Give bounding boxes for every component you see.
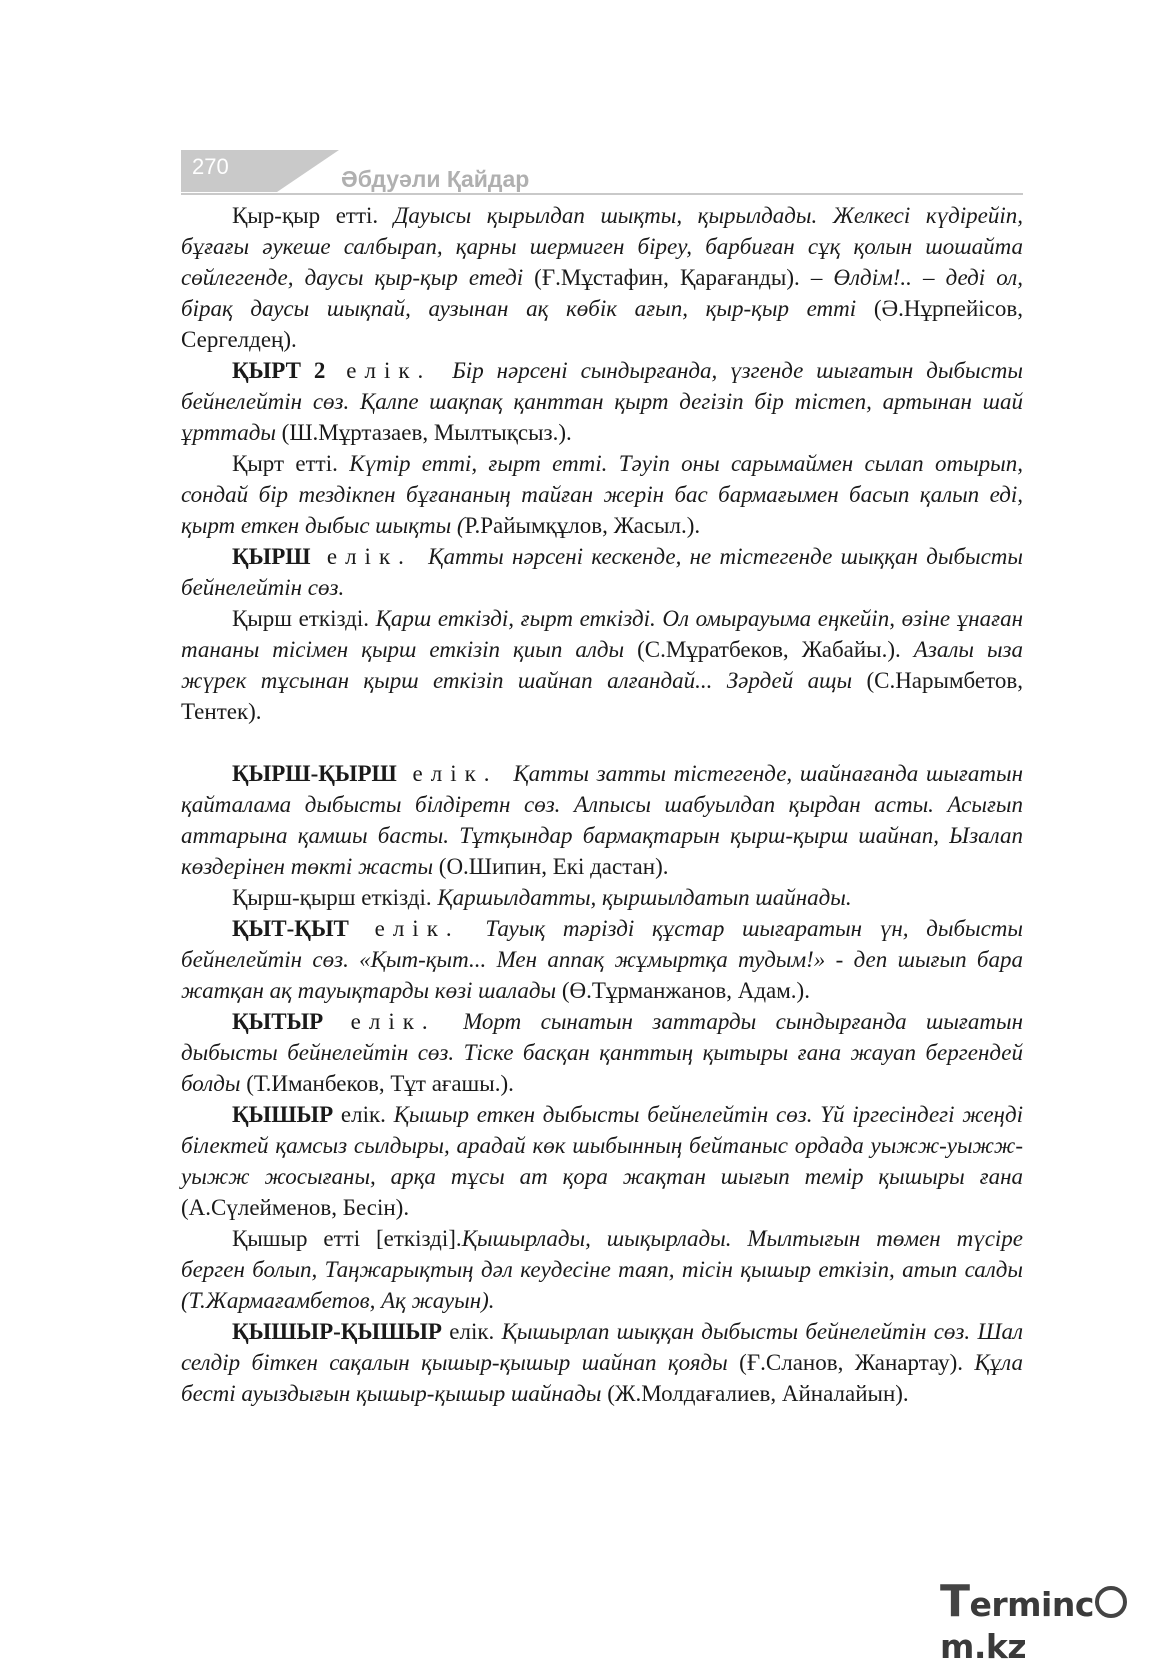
headword: ҚЫРШ (232, 544, 311, 569)
dictionary-entry (181, 1223, 1023, 1316)
dictionary-entry (181, 1099, 1023, 1223)
headword: ҚЫРТ 2 (232, 358, 326, 383)
text-run: (Т.Иманбеков, Тұт ағашы.). (240, 1071, 514, 1096)
dictionary-entry (181, 1006, 1023, 1099)
definition-italic: Тауық тәрізді құстар шығаратын үн, дыбысты бейнелейтін сөз. «Қыт-қыт... Мен аппақ жұмыртқа тудым!» - деп шығып бара жатқан ақ тауықтарды көзі шалады (181, 916, 1023, 1003)
headword: ҚЫРШ-ҚЫРШ (232, 761, 397, 786)
part-of-speech: елік. (310, 544, 429, 569)
text-run: (Ә.Нұрпейісов, Сергелдең). (181, 296, 1023, 352)
definition-italic: Өлдім!.. – деді ол, бірақ даусы шықпай, аузынан ақ көбік ағып, қыр-қыр етті (181, 265, 1023, 321)
headword: ҚЫШЫР (232, 1102, 334, 1127)
header-wedge-decoration (277, 150, 339, 192)
headword: ҚЫТЫР (232, 1009, 324, 1034)
dictionary-entry (181, 913, 1023, 1006)
text-run: Қырш-қырш еткізді. (232, 885, 438, 910)
paragraph-gap (181, 727, 1023, 758)
dictionary-entry (181, 758, 1023, 882)
text-run: (Ғ.Сланов, Жанартау). (727, 1350, 975, 1375)
definition-italic: Қышырлап шыққан дыбысты бейнелейтін сөз. Шал селдір біткен сақалын қышыр-қышыр шайнап қояды (181, 1319, 1023, 1375)
dictionary-body (181, 200, 1023, 1409)
definition-italic: Құла бесті ауыздығын қышыр-қышыр шайнады (181, 1350, 1023, 1406)
dictionary-entry (181, 882, 1023, 913)
text-run: Р.Райымқұлов, Жасыл.). (464, 513, 701, 538)
text-run: (С.Мұратбеков, Жабайы.). (624, 637, 914, 662)
dictionary-entry (181, 355, 1023, 448)
definition-italic: Морт сынатын заттарды сындырғанда шығатын дыбысты бейнелейтін сөз. Тіске басқан қанттың қытыры ғана жауап бергендей болды (181, 1009, 1023, 1096)
definition-italic: Қаршылдатты, қыршылдатып шайнады. (437, 885, 852, 910)
text-run: (Ө.Тұрманжанов, Адам.). (556, 978, 810, 1003)
page-number-box (181, 150, 277, 192)
page-number: 270 (192, 154, 229, 179)
text-run: елік. (441, 1319, 502, 1344)
text-run: (С.Нарымбетов, Тентек). (181, 668, 1023, 724)
dictionary-entry (181, 1316, 1023, 1409)
part-of-speech: елік. (348, 916, 486, 941)
part-of-speech: елік. (325, 358, 453, 383)
header-rule (181, 193, 1023, 195)
text-run: елік. (333, 1102, 394, 1127)
dictionary-entry (181, 200, 1023, 355)
definition-italic: Азалы ыза жүрек тұсынан қырш еткізіп шайнап алғандай... Зәрдей ащы (181, 637, 1023, 693)
part-of-speech: елік. (323, 1009, 464, 1034)
text-run: Қышыр етті [еткізді]. (232, 1226, 462, 1251)
page-header (181, 150, 1023, 196)
dictionary-entry (181, 603, 1023, 727)
definition-italic: Дауысы қырылдап шықты, қырылдады. Желкесі күдірейіп, бұғағы әукеше салбырап, қарны шермиген біреу, барбиған сұқ қолын шошайта сөйлегенде, даусы қыр-қыр етеді (181, 203, 1023, 290)
definition-italic: Қышырлады, шықырлады. Мылтығын төмен түсіре берген болып, Таңжарықтың дәл кеудесіне таяп, тісін қышыр еткізіп, атып салды (Т.Жармағамбетов, Ақ жауын). (181, 1226, 1023, 1313)
watermark-logo: Termincm.kz (940, 1576, 1158, 1666)
definition-italic: Күтір етті, ғырт етті. Тәуіп оны сарымаймен сылап отырып, сондай бір тездікпен бұғананың тайған жерін бас бармағымен басып қалып еді, қырт еткен дыбыс шықты ( (181, 451, 1023, 538)
text-run: (Ш.Мұртазаев, Мылтықсыз.). (275, 420, 572, 445)
headword: ҚЫШЫР-ҚЫШЫР (232, 1319, 442, 1344)
text-run: (Ғ.Мұстафин, Қарағанды). – (523, 265, 834, 290)
dictionary-entry (181, 448, 1023, 541)
text-run: Қырт етті. (232, 451, 350, 476)
running-header-author: Әбдуәли Қайдар (341, 166, 530, 192)
text-run: (А.Сүлейменов, Бесін). (181, 1195, 410, 1220)
text-run: (Ж.Молдағалиев, Айналайын). (601, 1381, 909, 1406)
definition-italic: Қатты затты тістегенде, шайнағанда шығатын қайталама дыбысты білдіретн сөз. Алпысы шабуылдап қырдан асты. Асығып аттарына қамшы басты. Тұтқындар бармақтарын қырш-қырш шайнап, Ызалап көздерінен төкті жасты (181, 761, 1023, 879)
headword: ҚЫТ-ҚЫТ (232, 916, 349, 941)
definition-italic: Бір нәрсені сындырғанда, үзгенде шығатын дыбысты бейнелейтін сөз. Қалпе шақпақ қанттан қырт дегізіп бір тістеп, артынан шай ұрттады (181, 358, 1023, 445)
text-run: Қыр-қыр етті. (232, 203, 394, 228)
definition-italic: Қышыр еткен дыбысты бейнелейтін сөз. Үй іргесіндегі жеңді білектей қамсыз сылдыры, арадай көк шыбынның бейтаныс ордада уыжж-уыжж-уыжж жосығаны, арқа тұсы ат қора жақтан шығып темір қышыры ғана (181, 1102, 1023, 1189)
part-of-speech: елік. (396, 761, 514, 786)
dictionary-entry (181, 541, 1023, 603)
definition-italic: Қарш еткізді, ғырт еткізді. Ол омырауыма еңкейіп, өзіне ұнаған тананы тісімен қырш еткізіп қиып алды (181, 606, 1023, 662)
text-run: (О.Шипин, Екі дастан). (433, 854, 669, 879)
definition-italic: Қатты нәрсені кескенде, не тістегенде шыққан дыбысты бейнелейтін сөз. (181, 544, 1023, 600)
text-run: Қырш еткізді. (232, 606, 376, 631)
